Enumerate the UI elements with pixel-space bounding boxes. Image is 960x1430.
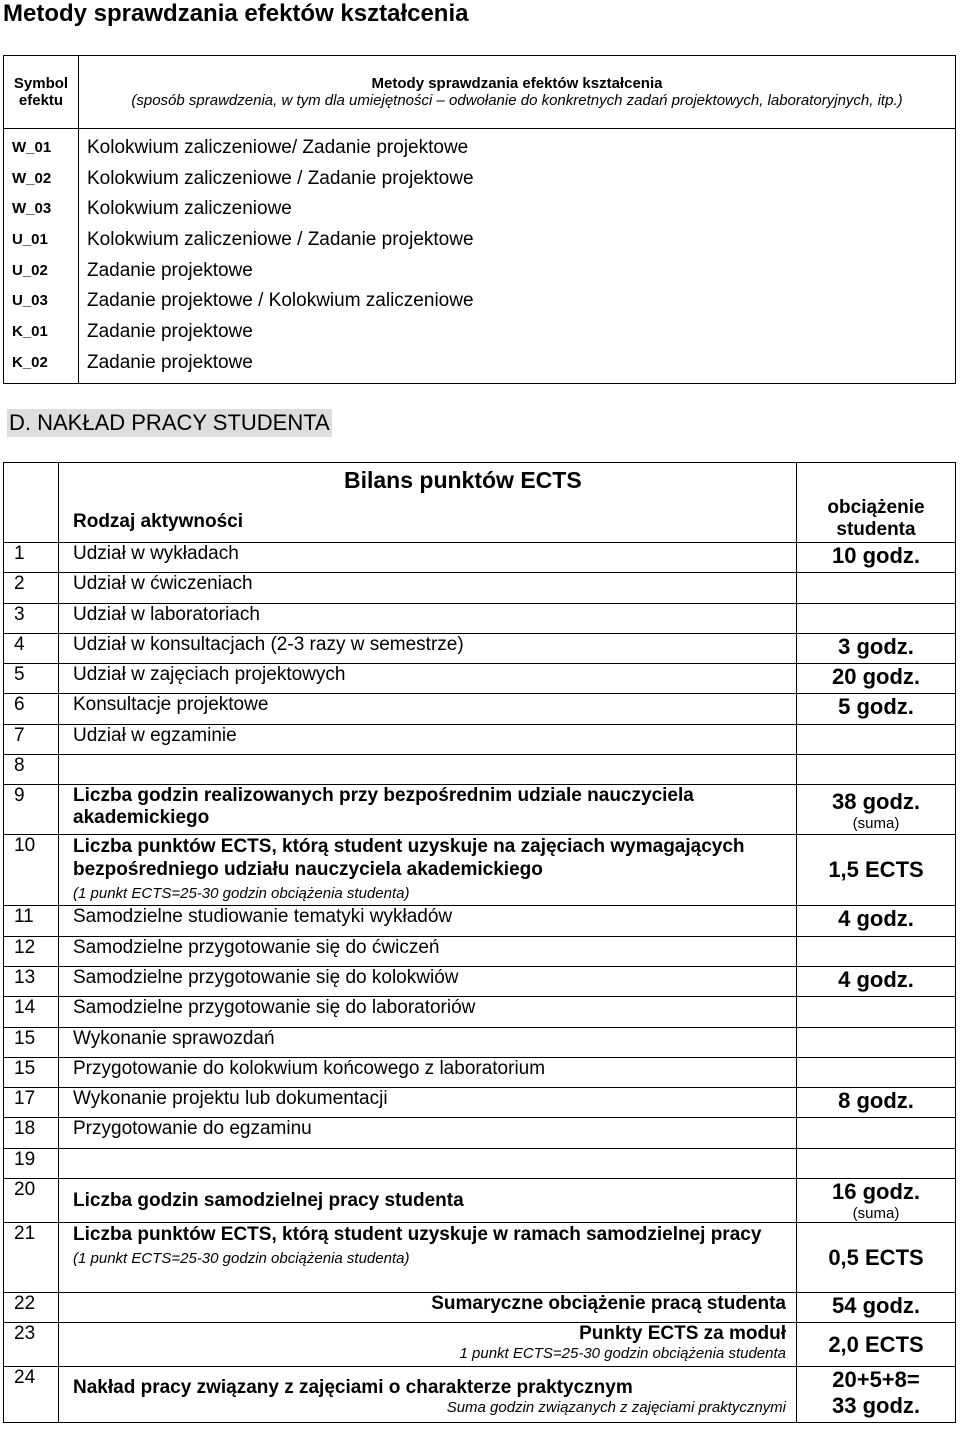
row-activity [59,755,797,785]
method-cell: Zadanie projektowe [87,351,253,373]
row-activity [59,1293,797,1323]
row-number: 14 [4,997,59,1027]
row-number: 13 [4,966,59,996]
row-activity-text: Liczba punktów ECTS, którą student uzyskuje w ramach samodzielnej pracy [73,1224,762,1246]
row-value [797,936,956,966]
row-activity: Wykonanie projektu lub dokumentacji [59,1088,797,1118]
symbol-cell: W_01 [12,139,52,156]
row-activity: Udział w zajęciach projektowych [59,664,797,694]
method-cell: Zadanie projektowe [87,321,253,343]
method-cell: Kolokwium zaliczeniowe / Zadanie projektowe [87,167,474,189]
row-activity: Wykonanie sprawozdań [59,1027,797,1057]
methods-header [79,56,956,129]
row-number: 6 [4,694,59,724]
row-number [4,1367,59,1423]
ects-row [4,906,956,936]
row-activity-text: Sumaryczne obciążenie pracą studenta [431,1293,786,1315]
row-activity: Samodzielne przygotowanie się do laboratoriów [59,997,797,1027]
row-value [797,1027,956,1057]
row-value-text: 0,5 ECTS [828,1244,924,1270]
ects-row [4,755,956,785]
row-number [4,1179,59,1223]
row-value [797,835,956,906]
row-activity-text: Liczba godzin samodzielnej pracy studenta [73,1189,464,1211]
row-value [797,1057,956,1087]
row-number: 18 [4,1118,59,1148]
load-column-label: obciążenie studenta [827,497,925,540]
row-number: 4 [4,633,59,663]
row-number-text: 10 [14,835,36,857]
row-activity [59,1223,797,1293]
ects-header-num [4,463,59,543]
row-value [797,573,956,603]
symbol-list [4,129,79,384]
ects-row [4,1088,956,1118]
row-value [797,1323,956,1367]
row-activity [59,1323,797,1367]
row-activity [59,1148,797,1178]
row-number: 7 [4,724,59,754]
row-value [797,1293,956,1323]
ects-row [4,1057,956,1087]
row-number: 12 [4,936,59,966]
row-number: 5 [4,664,59,694]
row-value: 5 godz. [797,694,956,724]
row-number-text: 9 [14,785,25,807]
row-value-text: 20+5+8= [832,1367,920,1393]
method-cell: Zadanie projektowe [87,259,253,281]
row-activity: Samodzielne przygotowanie się do kolokwiów [59,966,797,996]
row-number: 19 [4,1148,59,1178]
row-number [4,1323,59,1367]
activity-column-header: Rodzaj aktywności [73,511,243,532]
ects-row [4,694,956,724]
symbol-cell: K_02 [12,353,48,371]
methods-header-subtitle: (sposób sprawdzenia, w tym dla umiejętności – odwołanie do konkretnych zadań projektowych, laboratoryjnych, itp.) [131,92,903,109]
symbol-cell: W_03 [12,200,52,218]
row-value [797,603,956,633]
row-activity [59,835,797,906]
row-value [797,755,956,785]
ects-row [4,1027,956,1057]
method-cell: Zadanie projektowe / Kolokwium zaliczeniowe [87,290,474,312]
ects-header-activity [59,463,797,543]
row-activity: Udział w laboratoriach [59,603,797,633]
row-number-text: 23 [14,1323,36,1345]
row-value [797,724,956,754]
ects-row [4,573,956,603]
ects-row [4,1118,956,1148]
row-number [4,1293,59,1323]
row-number-text: 22 [14,1293,36,1315]
method-list [79,129,956,384]
section-heading: D. NAKŁAD PRACY STUDENTA [9,410,330,435]
ects-row [4,724,956,754]
row-value-note: (suma) [852,1205,900,1223]
row-activity: Przygotowanie do egzaminu [59,1118,797,1148]
row-activity-text: Liczba punktów ECTS, którą student uzyskuje na zajęciach wymagających bezpośredniego udziału nauczyciela akademickiego [73,836,745,881]
row-activity: Udział w egzaminie [59,724,797,754]
symbol-cell: U_02 [12,261,48,279]
row-activity-text: Nakład pracy związany z zajęciami o charakterze praktycznym [73,1377,633,1399]
row-value-text: 1,5 ECTS [828,857,924,883]
row-value: 8 godz. [797,1088,956,1118]
symbol-cell: K_01 [12,323,48,341]
method-cell: Kolokwium zaliczeniowe [87,198,292,220]
row-activity: Udział w konsultacjach (2-3 razy w semestrze) [59,633,797,663]
page-title: Metody sprawdzania efektów kształcenia [3,0,469,27]
row-number: 17 [4,1088,59,1118]
row-activity: Konsultacje projektowe [59,694,797,724]
row-value [797,1148,956,1178]
row-activity-note: (1 punkt ECTS=25-30 godzin obciążenia studenta) [73,1250,410,1268]
row-activity: Udział w ćwiczeniach [59,573,797,603]
ects-row [4,543,956,573]
row-value [797,997,956,1027]
row-activity-note: Suma godzin związanych z zajęciami praktycznymi [446,1399,786,1417]
row-number: 3 [4,603,59,633]
ects-row [4,936,956,966]
row-number: 15 [4,1027,59,1057]
row-activity: Udział w wykładach [59,543,797,573]
row-number [4,835,59,906]
ects-row [4,633,956,663]
methods-header-title: Metody sprawdzania efektów kształcenia [371,75,663,92]
row-activity: Samodzielne przygotowanie się do ćwiczeń [59,936,797,966]
row-value [797,1367,956,1423]
method-cell: Kolokwium zaliczeniowe/ Zadanie projektowe [87,137,469,158]
row-value: 10 godz. [797,543,956,573]
row-number [4,785,59,835]
row-number [4,1223,59,1293]
row-activity-text: Liczba godzin realizowanych przy bezpośrednim udziale nauczyciela akademickiego [73,785,694,829]
row-number-text: 21 [14,1223,36,1245]
row-number: 15 [4,1057,59,1087]
row-value: 3 godz. [797,633,956,663]
symbol-cell: U_01 [12,231,48,249]
row-activity-note: 1 punkt ECTS=25-30 godzin obciążenia studenta [459,1345,786,1363]
ects-row [4,997,956,1027]
row-value-text-2: 33 godz. [831,1393,920,1419]
row-value-note: (suma) [852,815,900,833]
symbol-header-label: Symbol efektu [13,75,69,109]
row-value [797,1118,956,1148]
ects-table [3,462,956,1423]
row-activity [59,1179,797,1223]
symbol-cell: U_03 [12,292,48,310]
row-activity-note: (1 punkt ECTS=25-30 godzin obciążenia studenta) [73,885,410,903]
row-value [797,1179,956,1223]
row-number-text: 24 [14,1367,36,1389]
symbol-cell: W_02 [12,169,52,187]
method-cell: Kolokwium zaliczeniowe / Zadanie projektowe [87,229,474,251]
row-value: 4 godz. [797,906,956,936]
row-value-text: 16 godz. [831,1179,920,1205]
row-number: 1 [4,543,59,573]
symbol-header [4,56,79,129]
methods-table [3,55,956,384]
row-number: 2 [4,573,59,603]
row-number: 8 [4,755,59,785]
ects-row [4,603,956,633]
row-activity [59,1367,797,1423]
row-activity [59,785,797,835]
row-value-text: 54 godz. [831,1293,920,1319]
row-value [797,785,956,835]
row-value [797,1223,956,1293]
row-value-text: 38 godz. [831,789,920,815]
row-value: 20 godz. [797,664,956,694]
row-activity-text: Punkty ECTS za moduł [579,1323,786,1345]
row-activity: Samodzielne studiowanie tematyki wykładów [59,906,797,936]
row-activity: Przygotowanie do kolokwium końcowego z laboratorium [59,1057,797,1087]
ects-row [4,1148,956,1178]
ects-table-title: Bilans punktów ECTS [344,467,582,493]
ects-row [4,664,956,694]
row-number: 11 [4,906,59,936]
row-value: 4 godz. [797,966,956,996]
row-number-text: 20 [14,1179,36,1201]
row-value-text: 2,0 ECTS [828,1331,924,1357]
load-column-header [797,463,956,543]
ects-row [4,966,956,996]
